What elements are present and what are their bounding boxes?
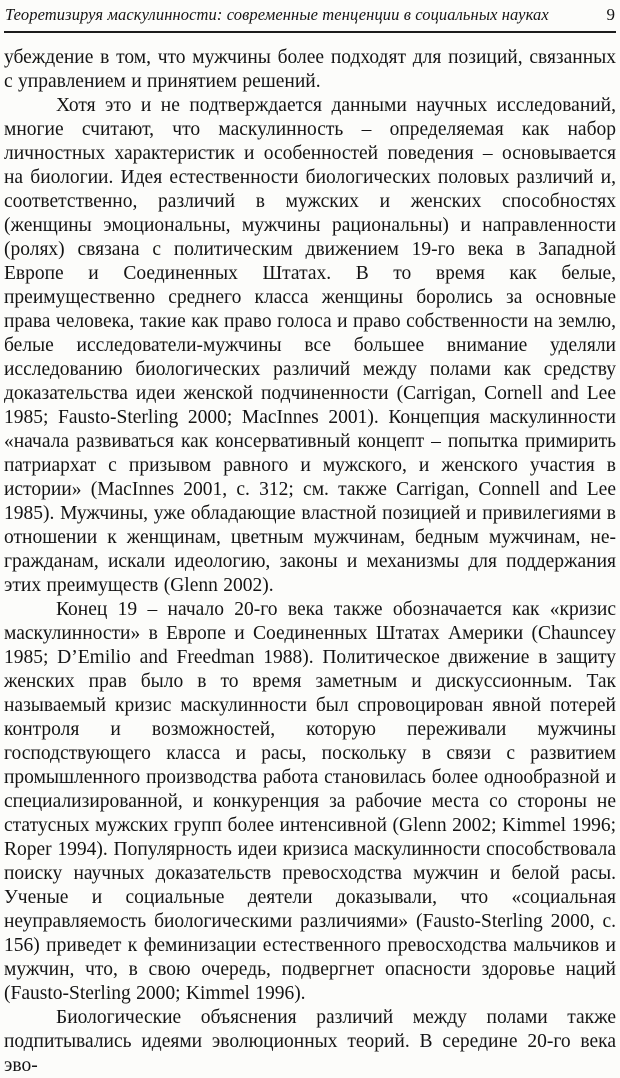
page-number: 9 [606,5,615,24]
running-header [4,0,616,33]
body-text [4,46,616,1078]
paragraph-continuation: убеждение в том, что мужчины более подходят для позиций, связанных с управлением и принятием решений. [4,47,616,92]
paragraph: Биологические объяснения различий между полами также подпитывались идеями эволюционных теорий. В середине 20-го века эво- [4,1007,616,1076]
running-title: Теоретизируя маскулинности: современные тенценции в социальных науках [5,5,549,24]
paragraph: Конец 19 – начало 20-го века также обозначается как «кризис маскулинности» в Европе и Соединенных Штатах Америки (Chauncey 1985; D’Emilio and Freedman 1988). Политическое движение в защиту женских прав было в то время заметным и дискуссионным. Так называемый кризис маскулинности был спровоцирован явной потерей контроля и возможностей, которую переживали мужчины господствующего класса и расы, поскольку в связи с развитием промышленного производства работа становилась более однообразной и специализированной, и конкуренция за рабочие места со стороны не статусных мужских групп более интенсивной (Glenn 2002; Kimmel 1996; Roper 1994). Популярность идеи кризиса маскулинности способствовала поиску научных доказательств превосходства мужчин и белой расы. Ученые и социальные деятели доказывали, что «социальная неуправляемость биологическими различиями» (Fausto-Sterling 2000, с. 156) приведет к феминизации естественного превосходства мальчиков и мужчин, что, в свою очередь, подвергнет опасности здоровье наций (Fausto-Sterling 2000; Kimmel 1996). [4,599,616,1004]
paragraph: Хотя это и не подтверждается данными научных исследований, многие считают, что маскулинность – определяемая как набор личностных характеристик и особенностей поведения – основывается на биологии. Идея естественности биологических половых различий и, соответственно, различий в мужских и женских способностях (женщины эмоциональны, мужчины рациональны) и направленности (ролях) связана с политическим движением 19-го века в Западной Европе и Соединенных Штатах. В то время как белые, преимущественно среднего класса женщины боролись за основные права человека, такие как право голоса и право собственности на землю, белые исследователи-мужчины все большее внимание уделяли исследованию биологических различий между полами как средству доказательства идеи женской подчиненности (Carrigan, Cornell and Lee 1985; Fausto-Sterling 2000; MacInnes 2001). Концепция маскулинности «начала развиваться как консервативный концепт – попытка примирить патриархат с призывом равного и мужского, и женского участия в истории» (MacInnes 2001, с. 312; см. также Carrigan, Connell and Lee 1985). Мужчины, уже обладающие властной позицией и привилегиями в отношении к женщинам, цветным мужчинам, бедным мужчинам, не-гражданам, искали идеологию, законы и механизмы для поддержания этих преимуществ (Glenn 2002). [4,95,616,596]
